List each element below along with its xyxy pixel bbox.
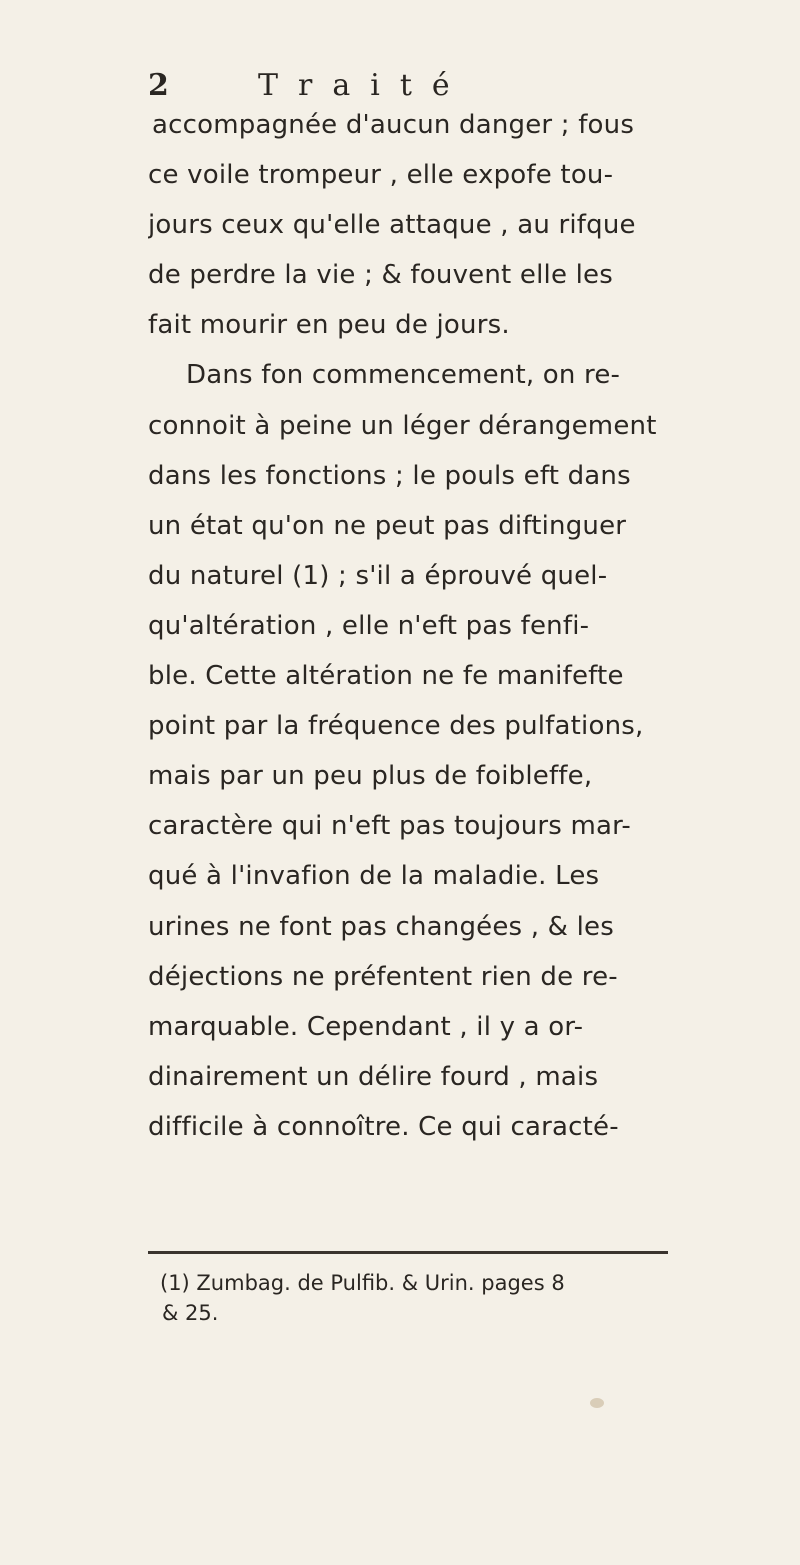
footnote-line: & 25. [162,1301,219,1325]
footnote-divider [148,1251,668,1254]
page-number: 2 [148,68,169,103]
text-line: caractère qui n'eft pas toujours mar- [148,811,631,842]
footnotes [160,1268,800,1328]
text-line: point par la fréquence des pulfations, [148,711,644,742]
text-line: du naturel (1) ; s'il a éprouvé quel- [148,560,608,591]
text-line: urines ne font pas changées , & les [148,911,614,942]
text-line: difficile à connoître. Ce qui caracté- [148,1111,619,1142]
running-title: Traité [258,68,470,103]
body-text [148,100,800,1152]
text-line: qué à l'invafion de la maladie. Les [148,861,600,892]
text-line: un état qu'on ne peut pas diftinguer [148,510,627,541]
text-line: jours ceux qu'elle attaque , au rifque [148,210,636,241]
ink-smudge [590,1398,604,1408]
text-line: qu'altération , elle n'eft pas fenfi- [148,610,590,641]
text-line: ble. Cette altération ne fe manifefte [148,661,624,692]
text-line: ce voile trompeur , elle expofe tou- [148,160,614,191]
text-line: de perdre la vie ; & fouvent elle les [148,260,613,291]
text-line: dans les fonctions ; le pouls eft dans [148,460,631,491]
text-line: fait mourir en peu de jours. [148,310,510,341]
text-line: accompagnée d'aucun danger ; fous [152,110,635,140]
text-line: marquable. Cependant , il y a or- [148,1011,584,1042]
text-line: déjections ne préfentent rien de re- [148,961,618,992]
text-line: dinairement un délire fourd , mais [148,1061,599,1092]
text-line: connoit à peine un léger dérangement [148,410,657,441]
footnote-line: (1) Zumbag. de Pulfib. & Urin. pages 8 [160,1271,565,1295]
text-line: Dans fon commencement, on re- [186,360,621,391]
text-line: mais par un peu plus de foibleffe, [148,761,593,792]
